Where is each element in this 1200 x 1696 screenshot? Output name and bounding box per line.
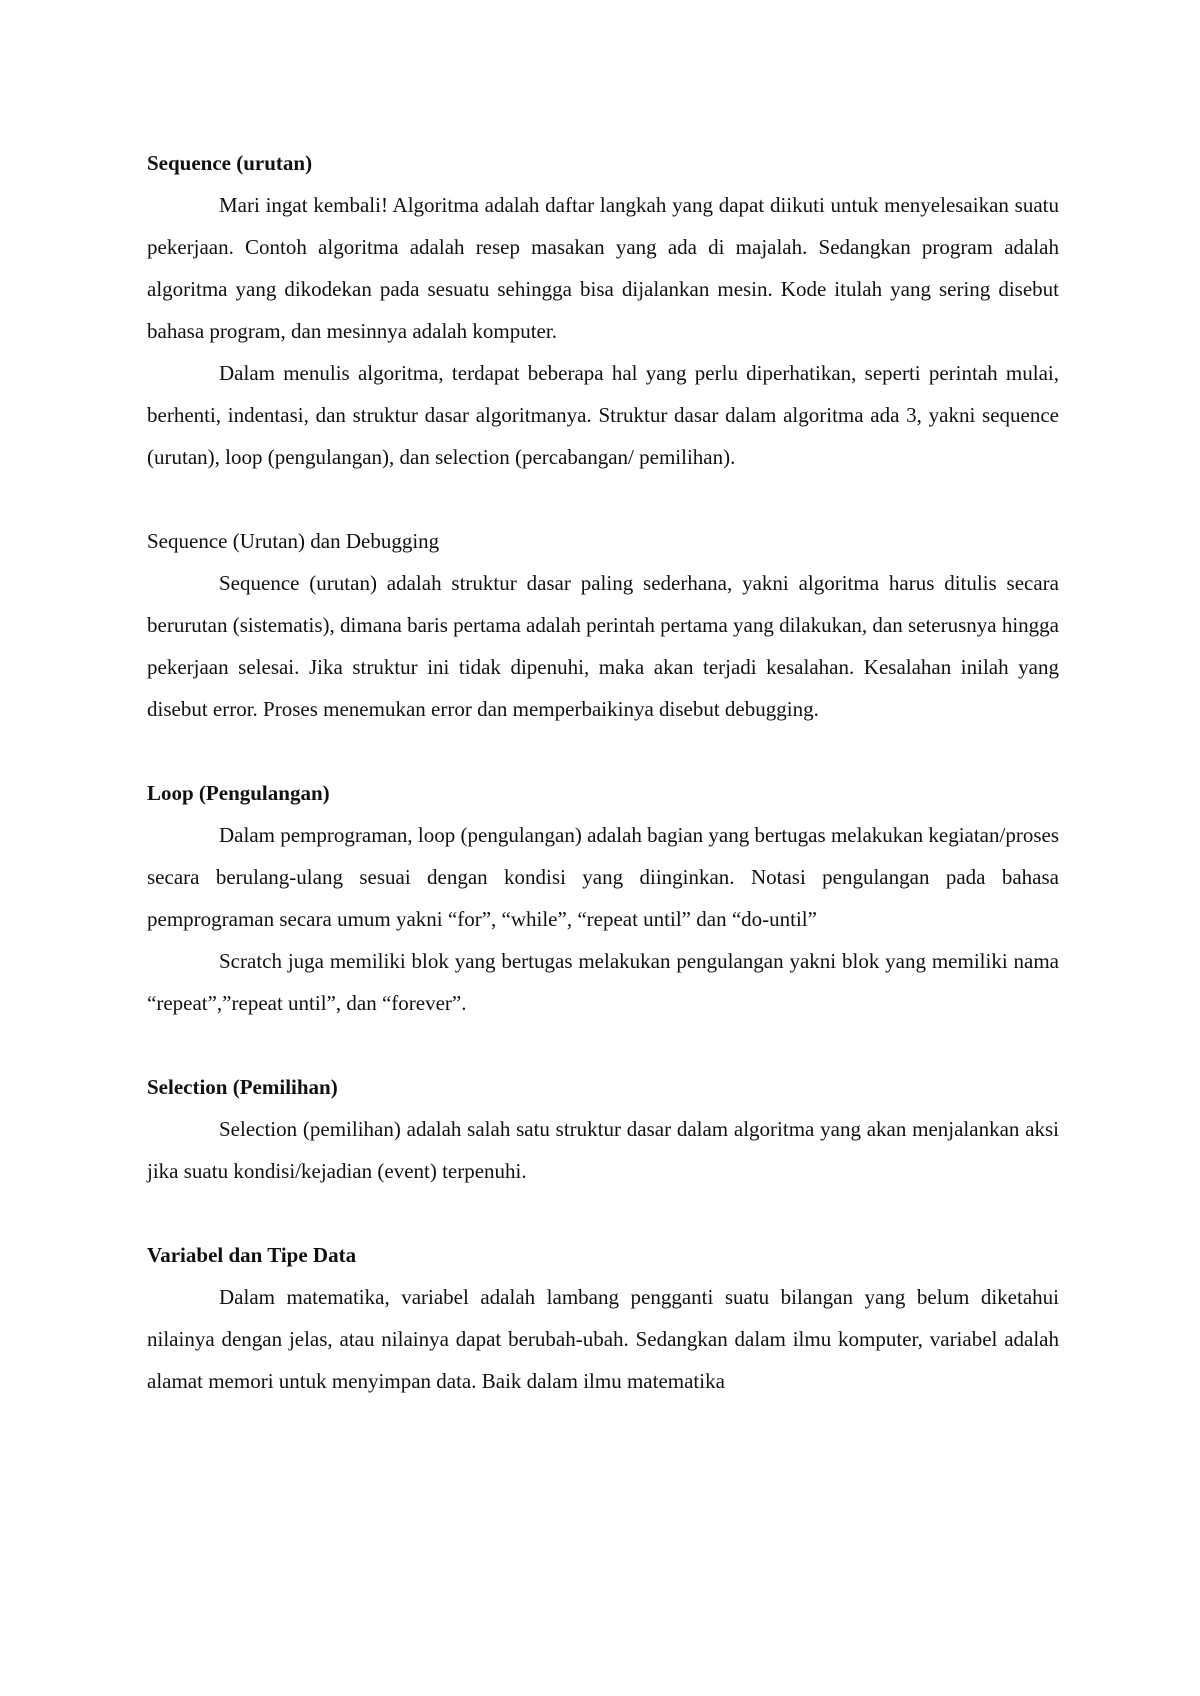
paragraph-variabel-definisi: Dalam matematika, variabel adalah lambang pengganti suatu bilangan yang belum diketahui nilainya dengan jelas, atau nilainya dapat berubah-ubah. Sedangkan dalam ilmu komputer, variabel adalah alamat memori untuk menyimpan data. Baik dalam ilmu matematika [147,1285,1059,1393]
heading-variabel: Variabel dan Tipe Data [147,1243,357,1267]
paragraph-selection-definisi: Selection (pemilihan) adalah salah satu struktur dasar dalam algoritma yang akan menjalankan aksi jika suatu kondisi/kejadian (event) terpenuhi. [147,1117,1059,1183]
section-gap [147,478,1059,520]
paragraph-scratch-loop: Scratch juga memiliki blok yang bertugas melakukan pengulangan yakni blok yang memiliki nama “repeat”,”repeat until”, dan “forever”. [147,949,1059,1015]
heading-selection: Selection (Pemilihan) [147,1075,338,1099]
document-page [147,142,1059,1402]
paragraph-sequence-debugging: Sequence (urutan) adalah struktur dasar paling sederhana, yakni algoritma harus ditulis secara berurutan (sistematis), dimana baris pertama adalah perintah pertama yang dilakukan, dan seterusnya hingga pekerjaan selesai. Jika struktur ini tidak dipenuhi, maka akan terjadi kesalahan. Kesalahan inilah yang disebut error. Proses menemukan error dan memperbaikinya disebut debugging. [147,571,1060,721]
paragraph-struktur-dasar: Dalam menulis algoritma, terdapat beberapa hal yang perlu diperhatikan, seperti perintah mulai, berhenti, indentasi, dan struktur dasar algoritmanya. Struktur dasar dalam algoritma ada 3, yakni sequence (urutan), loop (pengulangan), dan selection (percabangan/ pemilihan). [147,361,1059,469]
paragraph-loop-definisi: Dalam pemprograman, loop (pengulangan) adalah bagian yang bertugas melakukan kegiatan/proses secara berulang-ulang sesuai dengan kondisi yang diinginkan. Notasi pengulangan pada bahasa pemprograman secara umum yakni “for”, “while”, “repeat until” dan “do-until” [147,823,1059,931]
paragraph-algoritma-definisi: Mari ingat kembali! Algoritma adalah daftar langkah yang dapat diikuti untuk menyelesaikan suatu pekerjaan. Contoh algoritma adalah resep masakan yang ada di majalah. Sedangkan program adalah algoritma yang dikodekan pada sesuatu sehingga bisa dijalankan mesin. Kode itulah yang sering disebut bahasa program, dan mesinnya adalah komputer. [147,193,1059,343]
section-gap [147,1024,1059,1066]
heading-loop: Loop (Pengulangan) [147,781,330,805]
section-gap [147,1192,1059,1234]
heading-sequence-debugging: Sequence (Urutan) dan Debugging [147,529,440,553]
section-gap [147,730,1059,772]
heading-sequence: Sequence (urutan) [147,151,313,175]
